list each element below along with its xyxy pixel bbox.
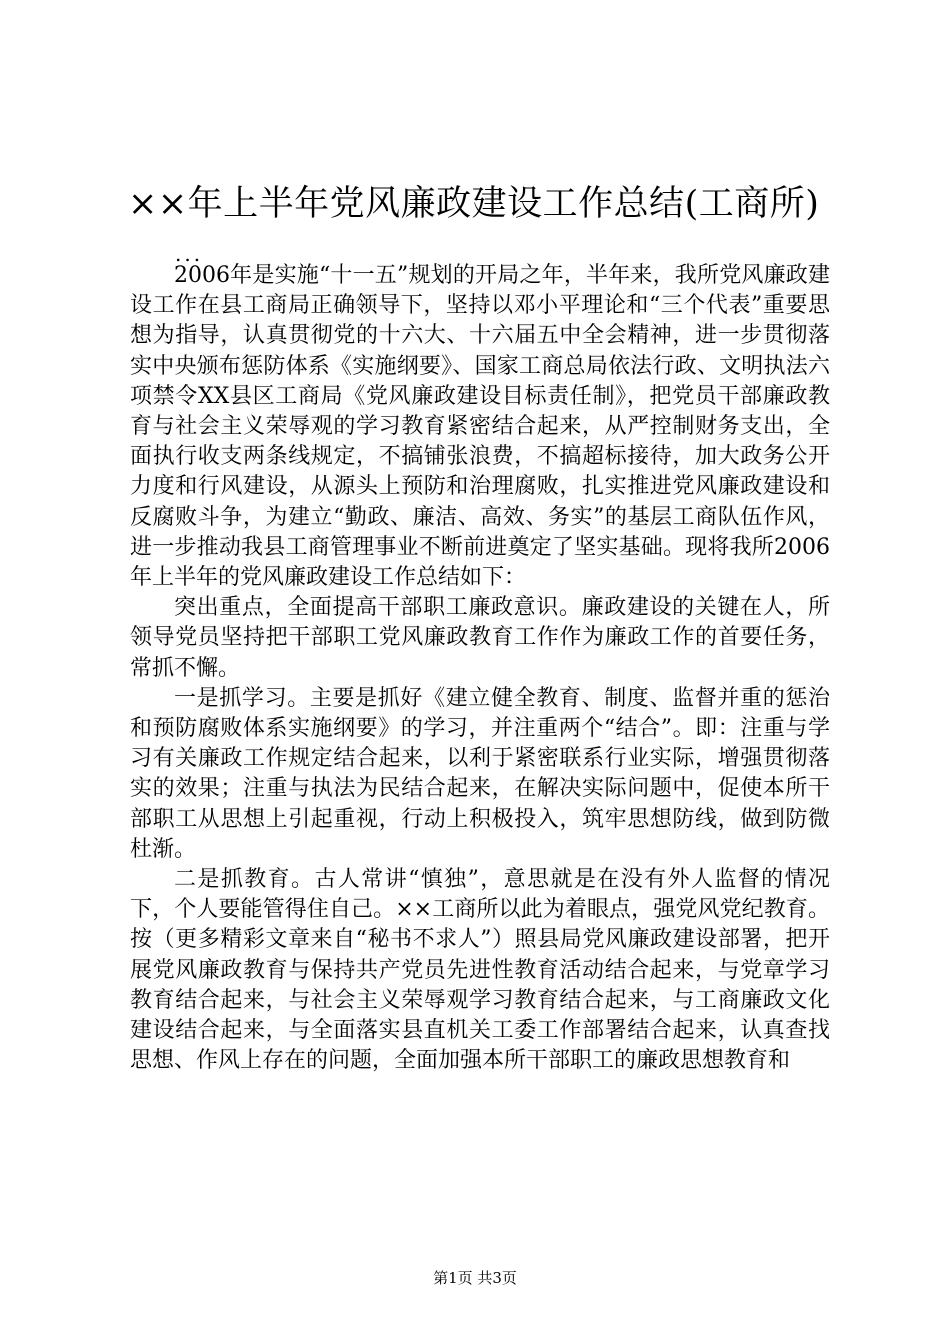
title-ellipsis: ... <box>175 242 204 266</box>
paragraph-study: 一是抓学习。主要是抓好《建立健全教育、制度、监督并重的惩治和预防腐败体系实施纲要》的学习，并注重两个“结合”。即：注重与学习有关廉政工作规定结合起来，以利于紧密联系行业实际，增强贯彻落实的效果；注重与执法为民结合起来，在解决实际问题中，促使本所干部职工从思想上引起重视，行动上积极投入，筑牢思想防线，做到防微杜渐。 <box>130 685 830 862</box>
page-footer: 第1页 共3页 <box>433 1269 517 1287</box>
paragraph-intro: 2006年是实施“十一五”规划的开局之年，半年来，我所党风廉政建设工作在县工商局正确领导下，坚持以邓小平理论和“三个代表”重要思想为指导，认真贯彻党的十六大、十六届五中全会精神，进一步贯彻落实中央颁布惩防体系《实施纲要》、国家工商总局依法行政、文明执法六项禁令XX县区工商局《党风廉政建设目标责任制》，把党员干部廉政教育与社会主义荣辱观的学习教育紧密结合起来，从严控制财务支出，全面执行收支两条线规定，不搞铺张浪费，不搞超标接待，加大政务公开力度和行风建设，从源头上预防和治理腐败，扎实推进党风廉政建设和反腐败斗争，为建立“勤政、廉洁、高效、务实”的基层工商队伍作风，进一步推动我县工商管理事业不断前进奠定了坚实基础。现将我所2006年上半年的党风廉政建设工作总结如下： <box>130 263 830 591</box>
document-body <box>130 261 830 1076</box>
document-title: ××年上半年党风廉政建设工作总结(工商所) <box>128 184 820 224</box>
paragraph-education: 二是抓教育。古人常讲“慎独”，意思就是在没有外人监督的情况下，个人要能管得住自己。××工商所以此为着眼点，强党风党纪教育。按（更多精彩文章来自“秘书不求人”）照县局党风廉政建设部署，把开展党风廉政教育与保持共产党员先进性教育活动结合起来，与党章学习教育结合起来，与社会主义荣辱观学习教育结合起来，与工商廉政文化建设结合起来，与全面落实县直机关工委工作部署结合起来，认真查找思想、作风上存在的问题，全面加强本所干部职工的廉政思想教育和 <box>130 867 830 1074</box>
paragraph-key-points: 突出重点，全面提高干部职工廉政意识。廉政建设的关键在人，所领导党员坚持把干部职工党风廉政教育工作作为廉政工作的首要任务，常抓不懈。 <box>130 595 830 681</box>
